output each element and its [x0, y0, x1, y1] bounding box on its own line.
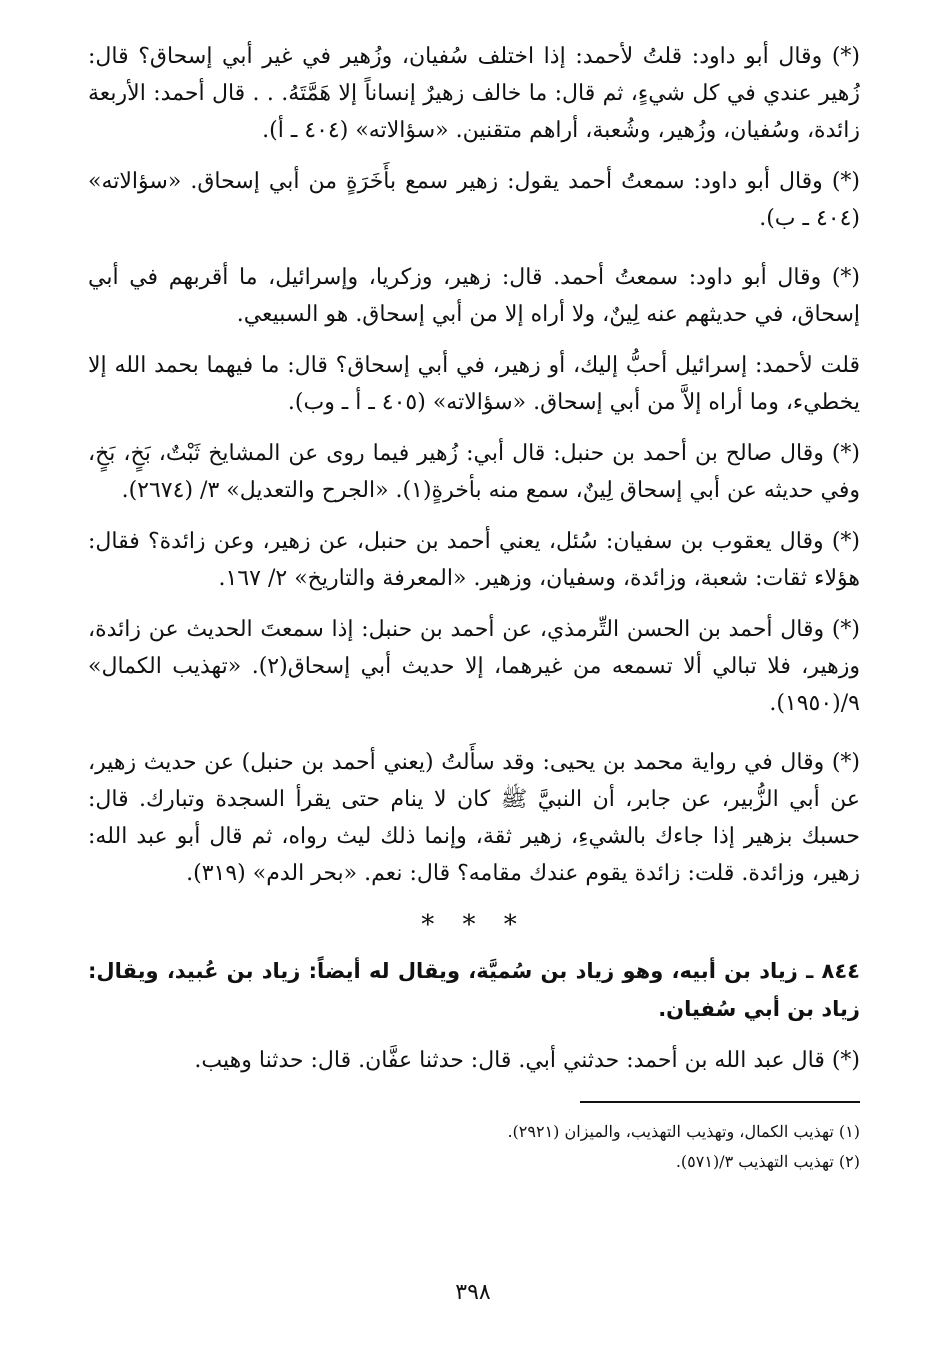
footnote-1: (١) تهذيب الكمال، وتهذيب التهذيب، والميزان (٢٩٢١).	[507, 1122, 860, 1141]
paragraph-yaqub: (*) وقال يعقوب بن سفيان: سُئل، يعني أحمد بن حنبل، عن زهير، وعن زائدة؟ فقال: هؤلاء ثقات: شعبة، وزائدة، وسفيان، وزهير. «المعرفة والتاريخ» ٢/ ١٦٧.	[88, 529, 860, 591]
paragraph-tirmidhi: (*) وقال أحمد بن الحسن التِّرمذي، عن أحمد بن حنبل: إذا سمعتَ الحديث عن زائدة، وزهير، فلا تبالي ألا تسمعه من غيرهما، إلا حديث أبي إسحاق(٢). «تهذيب الكمال» ٩/(١٩٥٠).	[88, 617, 860, 716]
footnote-2: (٢) تهذيب التهذيب ٣/(٥٧١).	[675, 1152, 860, 1171]
paragraph-salih: (*) وقال صالح بن أحمد بن حنبل: قال أبي: زُهير فيما روى عن المشايخ ثَبْتٌ، بَخٍ، بَخٍ، وفي حديثه عن أبي إسحاق لِينٌ، سمع منه بأخرةٍ(١). «الجرح والتعديل» ٣/ (٢٦٧٤).	[88, 441, 860, 503]
footnote-divider	[580, 1101, 860, 1103]
paragraph-question-ahmad: قلت لأحمد: إسرائيل أحبُّ إليك، أو زهير، في أبي إسحاق؟ قال: ما فيهما بحمد الله إلا يخطيء، وما أراه إلاَّ من أبي إسحاق. «سؤالاته» (٤٠٥ ـ أ ـ وب).	[88, 353, 860, 415]
entry-first-paragraph: (*) قال عبد الله بن أحمد: حدثني أبي. قال: حدثنا عفَّان. قال: حدثنا وهيب.	[194, 1048, 860, 1073]
page-number: ٣٩٨	[455, 1280, 491, 1305]
document-page	[88, 38, 860, 1339]
footnotes	[88, 1117, 860, 1177]
paragraph-muhammad-yahya: (*) وقال في رواية محمد بن يحيى: وقد سأَلتُ (يعني أحمد بن حنبل) عن حديث زهير، عن أبي الزُّبير، عن جابر، أن النبيَّ ﷺ كان لا ينام حتى يقرأ السجدة وتبارك. قال: حسبك بزهير إذا جاءك بالشيءِ، زهير ثقة، وإنما ذلك ليث رواه، ثم قال أبو عبد الله: زهير، وزائدة. قلت: زائدة يقوم عندك مقامه؟ قال: نعم. «بحر الدم» (٣١٩).	[88, 750, 860, 886]
paragraph-abu-dawud-3: (*) وقال أبو داود: سمعتُ أحمد. قال: زهير، وزكريا، وإسرائيل، ما أقربهم في أبي إسحاق، في حديثهم عنه لِينٌ، ولا أراه إلا من أبي إسحاق. هو السبيعي.	[88, 265, 860, 327]
paragraph-abu-dawud-1: (*) وقال أبو داود: قلتُ لأحمد: إذا اختلف سُفيان، وزُهير في غير أبي إسحاق؟ قال: زُهير عندي في كل شيءٍ، ثم قال: ما خالف زهيرٌ إنساناً إلا هَمَّتَهُ. . . قال أحمد: الأربعة زائدة، وسُفيان، وزُهير، وشُعبة، أراهم متقنين. «سؤالاته» (٤٠٤ ـ أ).	[88, 44, 860, 143]
entry-heading: ٨٤٤ ـ زياد بن أبيه، وهو زياد بن سُميَّة، ويقال له أيضاً: زياد بن عُبيد، ويقال: زياد بن أبي سُفيان.	[88, 959, 860, 1021]
paragraph-abu-dawud-2: (*) وقال أبو داود: سمعتُ أحمد يقول: زهير سمع بأَخَرَةٍ من أبي إسحاق. «سؤالاته» (٤٠٤ ـ ب).	[88, 169, 860, 231]
section-separator: * * *	[421, 910, 527, 940]
